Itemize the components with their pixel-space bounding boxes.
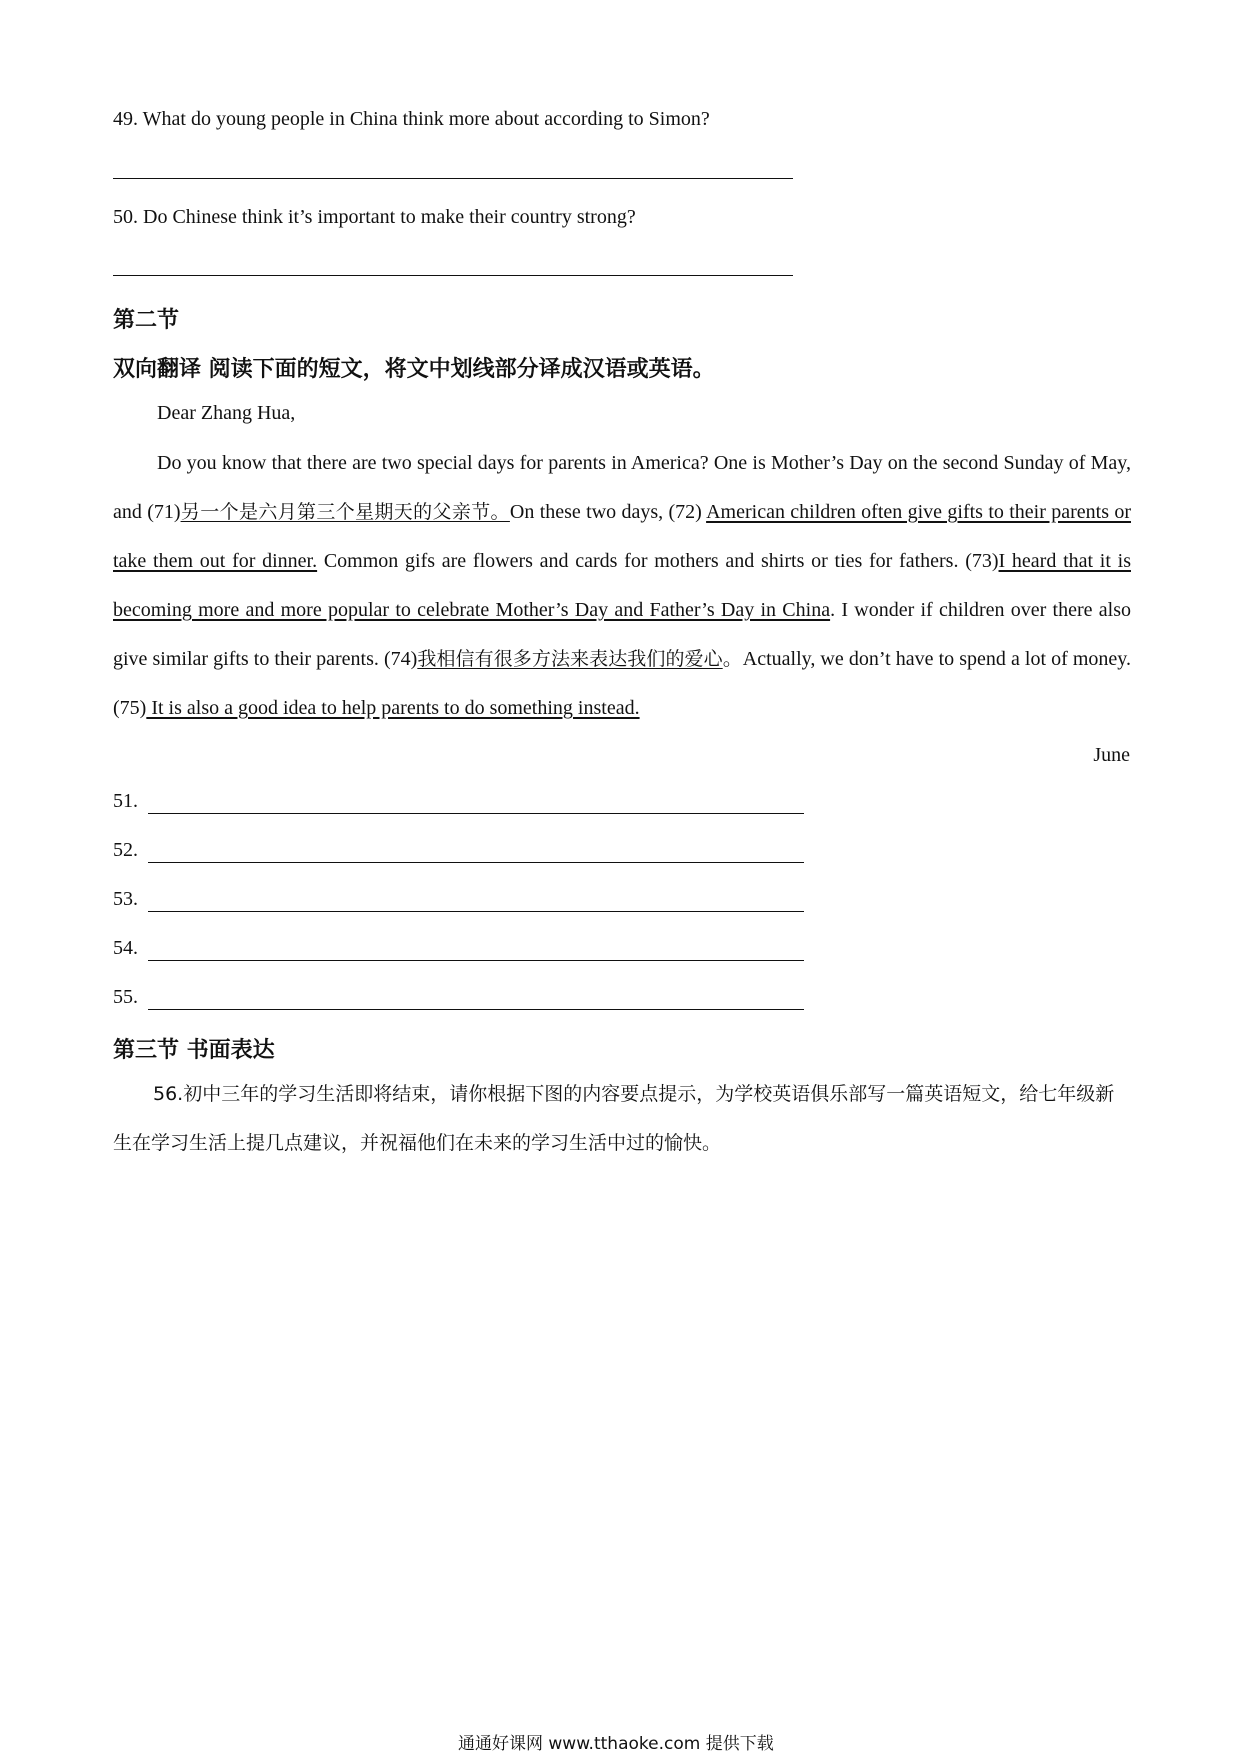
- page-footer: 通通好课网 www.tthaoke.com 提供下载: [458, 1734, 774, 1754]
- question-number: 50.: [113, 206, 138, 228]
- section-3-title: 第三节 书面表达: [113, 1038, 275, 1063]
- letter-text-5: 。Actually, we don’t have to spend a lot of money. (75): [113, 648, 1131, 719]
- letter-body: [113, 439, 1131, 733]
- question-49: [113, 108, 710, 131]
- answer-line-54[interactable]: [148, 960, 804, 961]
- letter-text-4: . I wonder if children over there also give similar gifts to their parents. (74): [113, 599, 1131, 670]
- letter-signature: June: [1093, 744, 1130, 766]
- translation-72: American children often give gifts to their parents or take them out for dinner.: [113, 501, 1131, 572]
- answer-line-51[interactable]: [148, 813, 804, 814]
- answer-label-52: 52.: [113, 839, 138, 861]
- letter-text-1: Do you know that there are two special days for parents in America? One is Mother’s Day on the second Sunday of May, and (71): [113, 452, 1131, 523]
- answer-line-50[interactable]: [113, 275, 793, 276]
- answer-label-55: 55.: [113, 986, 138, 1008]
- answer-line-53[interactable]: [148, 911, 804, 912]
- translation-71: 另一个是六月第三个星期天的父亲节。: [180, 501, 510, 523]
- question-text: What do young people in China think more about according to Simon?: [142, 108, 710, 130]
- question-50: [113, 206, 636, 229]
- translation-74: 我相信有很多方法来表达我们的爱心: [417, 648, 723, 670]
- letter-text-3: Common gifs are flowers and cards for mothers and shirts or ties for fathers. (73): [317, 550, 999, 572]
- question-text: Do Chinese think it’s important to make their country strong?: [143, 206, 636, 228]
- section-2-instruction: 双向翻译 阅读下面的短文，将文中划线部分译成汉语或英语。: [113, 357, 715, 382]
- section-2-title: 第二节: [113, 308, 180, 333]
- section-3-prompt: 56.初中三年的学习生活即将结束，请你根据下图的内容要点提示，为学校英语俱乐部写一篇英语短文，给七年级新生在学习生活上提几点建议，并祝福他们在未来的学习生活中过的愉快。: [113, 1083, 1115, 1154]
- letter-text-2: On these two days, (72): [509, 501, 707, 523]
- answer-line-52[interactable]: [148, 862, 804, 863]
- answer-label-54: 54.: [113, 937, 138, 959]
- letter-salutation: Dear Zhang Hua,: [157, 402, 296, 424]
- question-number: 49.: [113, 108, 138, 130]
- answer-label-51: 51.: [113, 790, 138, 812]
- answer-line-55[interactable]: [148, 1009, 804, 1010]
- answer-label-53: 53.: [113, 888, 138, 910]
- translation-73: I heard that it is becoming more and more popular to celebrate Mother’s Day and Father’s Day in China: [113, 550, 1131, 621]
- translation-75: It is also a good idea to help parents to do something instead.: [146, 697, 640, 719]
- answer-line-49[interactable]: [113, 178, 793, 179]
